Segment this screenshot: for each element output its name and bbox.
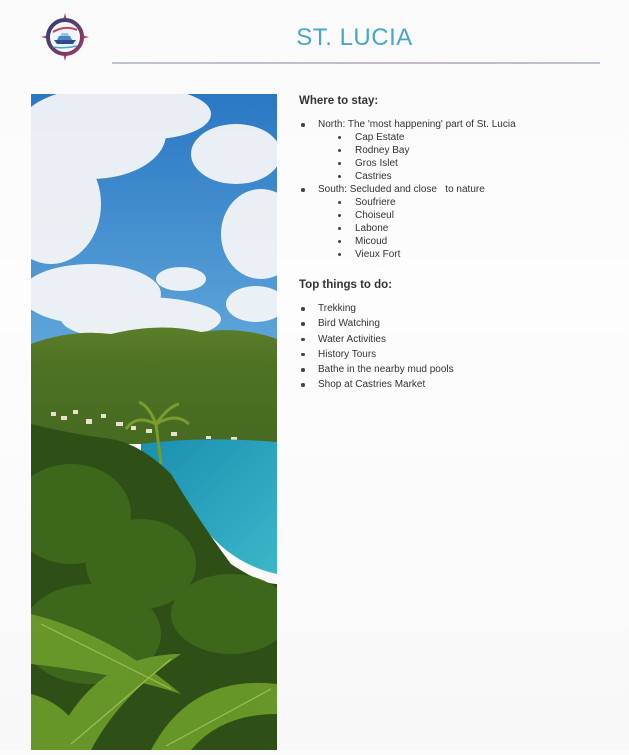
caribbean-landscape-photo [31, 94, 277, 750]
list-item: Labone [338, 222, 599, 235]
top-things-section [299, 279, 599, 391]
top-things-list [299, 302, 599, 391]
list-item [299, 183, 599, 261]
list-item [299, 118, 599, 183]
region-north-label: North: The 'most happening' part of St. Lucia [318, 119, 516, 130]
list-item: History Tours [299, 348, 599, 361]
list-item: Bathe in the nearby mud pools [299, 363, 599, 376]
page-title: ST. LUCIA [296, 24, 413, 51]
list-item: Trekking [299, 302, 599, 315]
list-item: Shop at Castries Market [299, 378, 599, 391]
list-item: Water Activities [299, 333, 599, 346]
regions-list [299, 118, 599, 261]
content-column [299, 95, 599, 394]
list-item: Gros Islet [338, 157, 599, 170]
region-south-label: South: Secluded and close to nature [318, 184, 485, 195]
list-item: Vieux Fort [338, 248, 599, 261]
south-places-list [318, 196, 599, 261]
list-item: Rodney Bay [338, 144, 599, 157]
list-item: Choiseul [338, 209, 599, 222]
where-to-stay-heading: Where to stay: [299, 95, 379, 107]
list-item: Castries [338, 170, 599, 183]
list-item: Cap Estate [338, 131, 599, 144]
list-item: Micoud [338, 235, 599, 248]
north-places-list [318, 131, 599, 183]
compass-ship-logo-icon [40, 12, 90, 62]
list-item: Bird Watching [299, 317, 599, 330]
top-things-heading: Top things to do: [299, 279, 393, 291]
title-divider [112, 62, 600, 64]
list-item: Soufriere [338, 196, 599, 209]
